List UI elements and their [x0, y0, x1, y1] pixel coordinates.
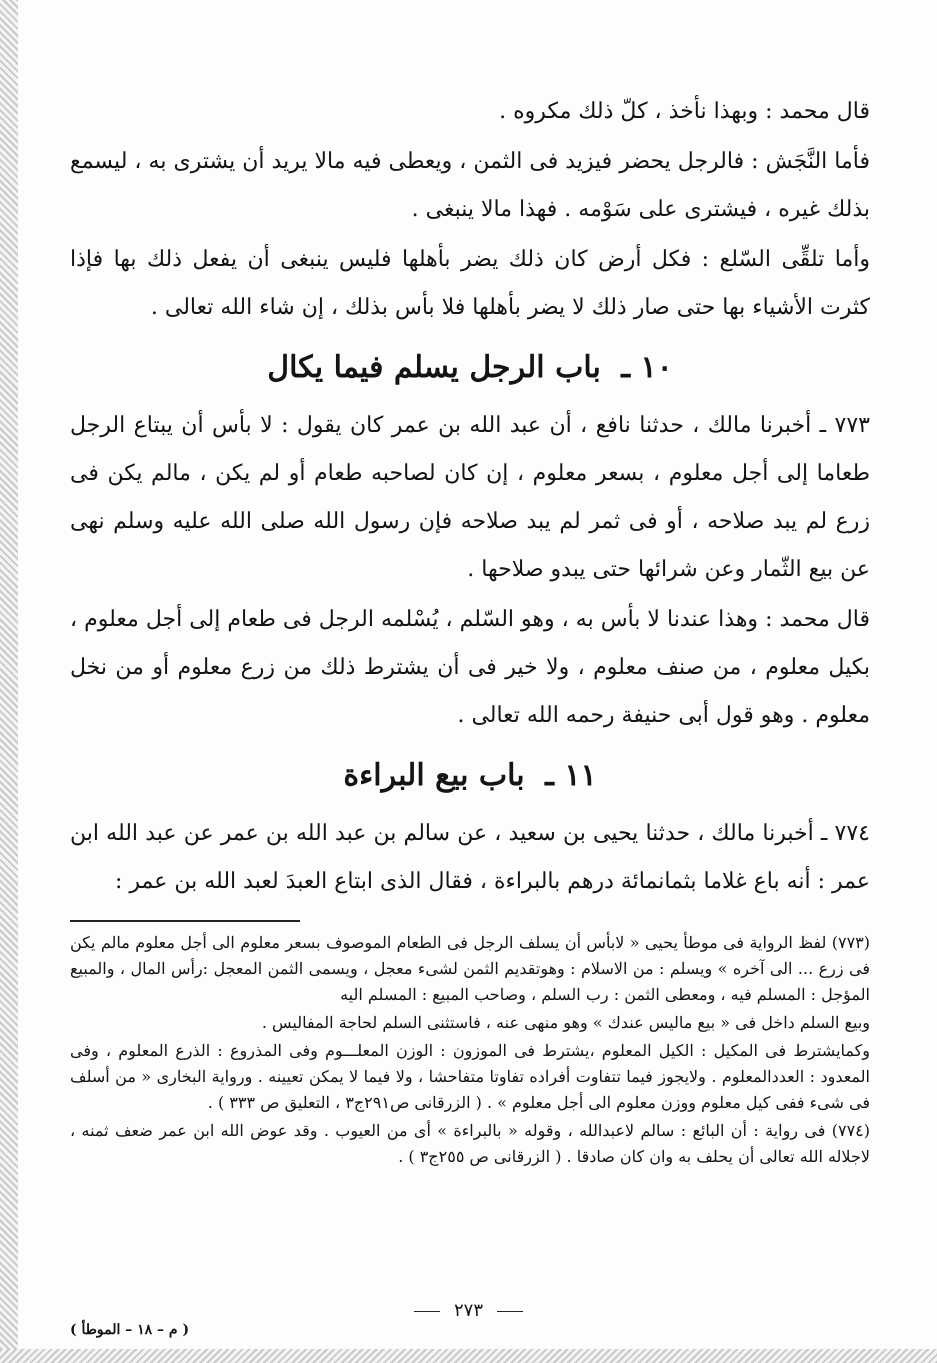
signature-mark: ( م – ١٨ – الموطأ ): [70, 1322, 190, 1338]
section-heading-11: [70, 748, 870, 804]
scanned-edge-left: [0, 0, 18, 1363]
footnote: (٧٧٣) لفظ الرواية فى موطأ يحيى « لابأس أن يسلف الرجل فى الطعام الموصوف بسعر معلوم الى أجل معلوم مالم يكن فى زرع ... الى آخره » ويسلم : من الاسلام : وهوتقديم الثمن لشىء معجل ، ويسمى الثمن المعجل :رأس المال ، والمبيع المؤجل : المسلم فيه ، ومعطى الثمن : رب السلم ، وصاحب المبيع : المسلم اليه: [70, 933, 871, 1004]
paragraph: ٧٧٣ ـ أخبرنا مالك ، حدثنا نافع ، أن عبد الله بن عمر كان يقول : لا بأس أن يبتاع الرجل طعاما إلى أجل معلوم ، بسعر معلوم ، إن كان لصاحبه طعام أو لم يكن ، مالم يكن فى زرع لم يبد صلاحه ، أو فى ثمر لم يبد صلاحه فإن رسول الله صلى الله عليه وسلم نهى عن بيع الثّمار وعن شرائها حتى يبدو صلاحها .: [70, 413, 870, 582]
page-number-text: ٢٧٣: [453, 1300, 483, 1321]
footnote: (٧٧٤) فى رواية : أن البائع : سالم لاعبدالله ، وقوله « بالبراءة » أى من العيوب . وقد عوض الله ابن عمر ضعف ثمنه ، لاجلاله الله تعالى أن يحلف به وان كان صادقا . ( الزرقانى ص ٢٥٥ج٣ ) .: [70, 1121, 870, 1166]
paragraph: ٧٧٤ ـ أخبرنا مالك ، حدثنا يحيى بن سعيد ، عن سالم بن عبد الله بن عمر عن عبد الله ابن عمر : أنه باع غلاما بثمانمائة درهم بالبراءة ، فقال الذى ابتاع العبدَ لعبد الله بن عمر :: [70, 821, 870, 894]
paragraph: قال محمد : وهذا عندنا لا بأس به ، وهو السّلم ، يُسْلمه الرجل فى طعام إلى أجل معلوم ، بكيل معلوم ، من صنف معلوم ، ولا خير فى أن يشترط ذلك من زرع معلوم أو من نخل معلوم . وهو قول أبى حنيفة رحمه الله تعالى .: [70, 607, 870, 728]
footnote: وكمايشترط فى المكيل : الكيل المعلوم ،يشترط فى الموزون : الوزن المعلـــوم وفى المذروع : الذرع المعلوم ، وفى المعدود : العددالمعلوم . ولايجوز فيما تتفاوت أفراده تفاوتا متفاحشا ، ولا فيما لا يمكن تعيينه . ورواية البخارى « من أسلف فى شىء ففى كيل معلوم ووزن معلوم الى أجل معلوم » . ( الزرقانى ص٢٩١ج٣ ، التعليق ص ٣٣٣ ) .: [70, 1041, 870, 1112]
paragraph: وأما تلقِّى السّلع : فكل أرض كان ذلك يضر بأهلها فليس ينبغى أن يفعل ذلك بها فإذا كثرت الأشياء بها حتى صار ذلك لا يضر بأهلها فلا بأس بذلك ، إن شاء الله تعالى .: [70, 247, 870, 320]
section-title: باب الرجل يسلم فيما يكال: [267, 350, 601, 385]
section-number: ١١ ـ: [545, 758, 597, 793]
section-number: ١٠ ـ: [621, 350, 673, 385]
dash-decoration: [414, 1311, 440, 1312]
page-number: [0, 1300, 937, 1321]
paragraph: فأما النَّجَش : فالرجل يحضر فيزيد فى الثمن ، ويعطى فيه مالا يريد أن يشترى به ، ليسمع بذلك غيره ، فيشترى على سَوْمه . فهذا مالا ينبغى .: [70, 149, 870, 222]
main-text: [70, 88, 870, 1172]
section-heading-10: [70, 340, 870, 396]
section-title: باب بيع البراءة: [343, 758, 525, 793]
paragraph: قال محمد : وبهذا نأخذ ، كلّ ذلك مكروه .: [499, 99, 870, 124]
scanned-edge-bottom: [0, 1349, 937, 1363]
dash-decoration: [497, 1311, 523, 1312]
footnotes: [70, 930, 870, 1170]
footnote-separator: [70, 920, 300, 922]
footnote: وبيع السلم داخل فى « بيع ماليس عندك » وهو منهى عنه ، فاستثنى السلم لحاجة المفاليس .: [261, 1013, 870, 1032]
